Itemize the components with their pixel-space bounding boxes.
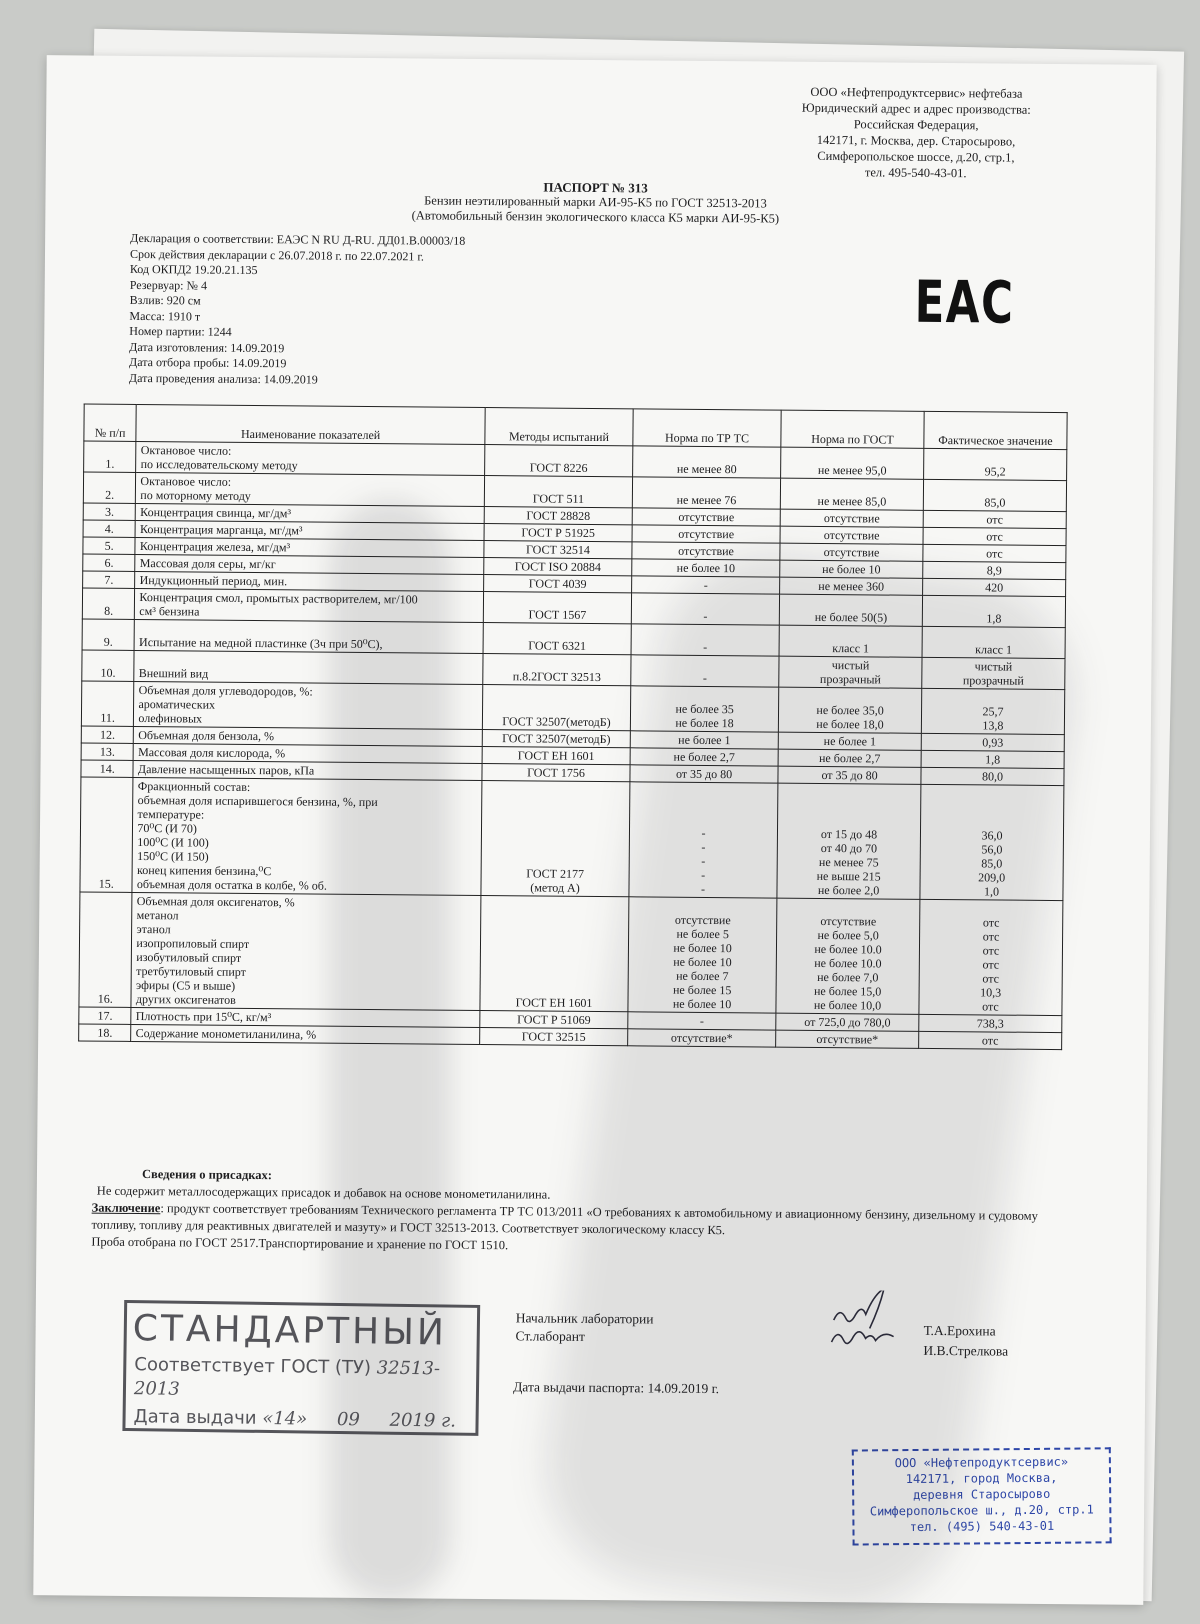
header-tr: Норма по ТР ТС xyxy=(633,409,781,447)
header-actual: Фактическое значение xyxy=(924,411,1067,449)
row-name-line: Объемная доля оксигенатов, % xyxy=(136,894,295,910)
company-header xyxy=(756,83,1077,182)
meta-mass: Масса: 1910 т xyxy=(129,308,201,324)
name-senior-lab: И.В.Стрелкова xyxy=(923,1342,1009,1359)
row-method xyxy=(481,781,630,897)
row-tr-norm-line: от 35 до 80 xyxy=(675,766,733,782)
row-actual xyxy=(924,448,1067,480)
row-tr-norm-line: не более 10 xyxy=(673,940,732,956)
row-tr-norm-line: отсутствие xyxy=(678,526,735,542)
row-actual-line: 80,0 xyxy=(981,769,1004,784)
row-name-line: 70⁰С (И 70) xyxy=(137,821,197,836)
meta-validity: Срок действия декларации с 26.07.2018 г. по 22.07.2021 г. xyxy=(129,246,424,263)
hand-shadow xyxy=(330,500,450,1600)
row-name-line: Содержание монометиланилина, % xyxy=(135,1025,317,1042)
row-name-line: Массовая доля кислорода, % xyxy=(138,745,286,761)
row-actual-line: отс xyxy=(986,512,1004,527)
row-number: 15. xyxy=(80,777,133,892)
row-tr-norm-line: не более 10 xyxy=(672,996,732,1012)
row-method-line: ГОСТ Р 51069 xyxy=(517,1012,591,1027)
row-actual-line: 1,8 xyxy=(986,611,1002,626)
row-name-line: ароматических xyxy=(138,697,216,712)
row-name-line: метанол xyxy=(136,908,179,923)
row-gost-norm-line: не менее 95,0 xyxy=(817,462,887,478)
sampling-text: Проба отобрана по ГОСТ 2517.Транспортирование и хранение по ГОСТ 1510. xyxy=(91,1234,509,1253)
meta-level: Взлив: 920 см xyxy=(129,292,201,308)
row-method xyxy=(483,654,631,686)
row-method xyxy=(482,685,630,731)
stamp-date-label: Дата выдачи xyxy=(133,1406,257,1429)
row-method xyxy=(484,541,632,559)
row-tr-norm-line: - xyxy=(703,608,708,623)
row-tr-norm-line: - xyxy=(699,1013,704,1028)
row-name-line: 100⁰С (И 100) xyxy=(137,835,209,850)
row-name-line: Октановое число: xyxy=(140,474,232,489)
row-name-line: третбутиловый спирт xyxy=(136,964,246,979)
stamp-date-day: «14» xyxy=(262,1407,308,1430)
row-gost-norm-line: не более 35,0 xyxy=(816,702,884,718)
row-actual-line: 738,3 xyxy=(976,1016,1004,1031)
row-name-line: по исследовательскому методу xyxy=(140,457,298,473)
row-tr-norm-line: отсутствие xyxy=(678,509,735,525)
row-gost-norm-line: не более 18,0 xyxy=(816,716,884,732)
row-gost-norm-line: не более 5,0 xyxy=(817,927,879,943)
row-tr-norm-line: - xyxy=(701,867,706,882)
row-actual-line: отс xyxy=(982,943,1000,958)
row-actual xyxy=(923,527,1066,545)
row-actual-line: 95,2 xyxy=(984,464,1006,479)
row-method xyxy=(484,524,632,542)
row-name-line: других оксигенатов xyxy=(135,992,236,1007)
row-method xyxy=(480,896,629,1012)
row-number: 12. xyxy=(81,726,134,743)
row-gost-norm-line: не менее 85,0 xyxy=(817,493,887,509)
row-tr-norm-line: не более 1 xyxy=(678,732,731,748)
row-actual-line: 0,93 xyxy=(982,735,1004,750)
row-method xyxy=(482,730,630,748)
row-tr-norm-line: не более 35 xyxy=(675,701,734,717)
header-gost: Норма по ГОСТ xyxy=(781,410,924,448)
row-number: 17. xyxy=(79,1007,132,1024)
row-actual-line: отс xyxy=(982,957,1000,972)
row-actual xyxy=(923,479,1066,511)
row-actual-line: 10,3 xyxy=(980,985,1002,1000)
row-name-line: Внешний вид xyxy=(138,666,209,681)
company-line: 142171, г. Москва, дер. Старосырово, xyxy=(816,132,1016,149)
row-actual xyxy=(923,544,1066,562)
row-number: 4. xyxy=(83,520,136,537)
row-method xyxy=(484,558,632,576)
row-number: 7. xyxy=(83,571,136,588)
row-gost-norm-line: не более 1 xyxy=(823,733,877,749)
row-tr-norm-line: - xyxy=(701,825,706,840)
company-stamp-line: тел. (495) 540-43-01 xyxy=(909,1518,1055,1535)
stamp-date-month: 09 xyxy=(336,1408,361,1431)
row-actual-line: отс xyxy=(982,929,1000,944)
row-actual-line: 56,0 xyxy=(981,842,1003,857)
row-method xyxy=(484,507,632,525)
row-name-line: эфиры (С5 и выше) xyxy=(136,978,236,993)
row-name-line: изопропиловый спирт xyxy=(136,936,250,951)
stamp-gost-value: 32513-2013 xyxy=(133,1357,441,1400)
row-number: 1. xyxy=(84,441,137,472)
row-name-line: 150⁰С (И 150) xyxy=(137,849,209,864)
row-tr-norm-line: не более 10 xyxy=(676,560,736,576)
title-product: Бензин неэтилированный марки АИ-95-К5 по ГОСТ 32513-2013 xyxy=(424,193,767,211)
row-method-line: ГОСТ 32507(методБ) xyxy=(502,714,611,730)
additives-heading: Сведения о присадках: xyxy=(141,1167,273,1183)
row-gost-norm-line: не более 10 xyxy=(822,561,881,577)
meta-declaration: Декларация о соответствии: ЕАЭС N RU Д-RU. ДД01.В.00003/18 xyxy=(130,230,466,248)
row-gost-norm-line: не более 7,0 xyxy=(817,969,879,985)
row-gost-norm xyxy=(780,478,923,510)
row-gost-norm-line: не более 10,0 xyxy=(813,997,882,1013)
row-actual-line: 209,0 xyxy=(978,870,1006,885)
row-gost-norm-line: не более 10.0 xyxy=(814,941,882,957)
row-number: 13. xyxy=(81,743,134,760)
meta-okpd: Код ОКПД2 19.20.21.135 xyxy=(129,261,258,278)
row-name-line: Плотность при 15⁰С, кг/м³ xyxy=(135,1009,272,1025)
row-actual-line: 1,0 xyxy=(983,884,1000,899)
row-gost-norm-line: не более 15,0 xyxy=(813,983,882,999)
company-stamp-line: деревня Старосырово xyxy=(912,1486,1051,1502)
meta-tank: Резервуар: № 4 xyxy=(129,277,208,293)
row-name-line: Октановое число: xyxy=(140,443,232,458)
row-name xyxy=(136,441,485,475)
row-gost-norm-line: не более 10.0 xyxy=(814,955,882,971)
row-method xyxy=(485,445,633,477)
row-actual-line: 8,9 xyxy=(986,563,1002,578)
row-name-line: олефиновых xyxy=(138,711,203,726)
stamp-gost-label: Соответствует ГОСТ (ТУ) xyxy=(134,1354,372,1379)
row-gost-norm-line: отсутствие xyxy=(823,544,880,560)
meta-sample-date: Дата отбора пробы: 14.09.2019 xyxy=(129,354,287,371)
row-tr-norm-line: - xyxy=(701,881,706,896)
additives-text: Не содержит металлосодержащих присадок и добавок на основе монометиланилина. xyxy=(96,1183,551,1202)
title-main: ПАСПОРТ № 313 xyxy=(543,179,648,196)
row-tr-norm-line: не более 5 xyxy=(676,926,729,942)
row-tr-norm-line: не менее 76 xyxy=(676,492,737,508)
meta-batch: Номер партии: 1244 xyxy=(129,323,232,339)
row-tr-norm xyxy=(633,446,781,478)
row-actual-line: отс xyxy=(986,546,1003,561)
row-gost-norm xyxy=(781,447,924,479)
name-head-lab: Т.А.Ерохина xyxy=(923,1322,996,1339)
row-tr-norm-line: не более 2,7 xyxy=(673,749,735,765)
row-actual-line: отс xyxy=(981,1033,999,1048)
row-number: 16. xyxy=(79,892,132,1007)
eac-mark: EAC xyxy=(914,267,1015,337)
row-actual-line: 13,8 xyxy=(982,718,1004,733)
row-number: 2. xyxy=(83,472,136,503)
header-method: Методы испытаний xyxy=(485,408,633,446)
row-number: 14. xyxy=(81,760,134,777)
row-number: 9. xyxy=(82,619,135,650)
row-tr-norm-line: отсутствие xyxy=(678,543,734,559)
company-line: Российская Федерация, xyxy=(853,117,979,133)
row-name-line: конец кипения бензина,⁰С xyxy=(137,863,272,879)
row-method xyxy=(483,623,631,655)
row-tr-norm-line: - xyxy=(702,670,707,685)
row-name-line: Испытание на медной пластинке (3ч при 50⁰С), xyxy=(138,635,383,652)
row-gost-norm-line: чистый xyxy=(831,658,870,673)
row-tr-norm-line: не более 15 xyxy=(672,982,732,998)
title-class: (Автомобильный бензин экологического класса К5 марки АИ-95-К5) xyxy=(411,208,780,226)
row-method-line: ГОСТ 1567 xyxy=(528,607,587,622)
row-tr-norm-line: - xyxy=(703,577,708,592)
row-gost-norm xyxy=(780,526,923,544)
row-number: 6. xyxy=(83,554,136,571)
row-number: 8. xyxy=(82,588,135,619)
row-tr-norm-line: отсутствие* xyxy=(670,1030,733,1046)
company-line: Симферопольское шоссе, д.20, стр.1, xyxy=(817,148,1015,165)
row-tr-norm-line: не менее 80 xyxy=(676,461,737,477)
row-method-line: ГОСТ 28828 xyxy=(526,508,591,523)
header-num: № п/п xyxy=(84,404,137,441)
row-gost-norm-line: не более 50(5) xyxy=(814,609,888,625)
row-actual-line: 25,7 xyxy=(982,704,1004,719)
row-name-line: Давление насыщенных паров, кПа xyxy=(137,762,315,778)
row-method xyxy=(484,575,632,593)
row-name-line: см³ бензина xyxy=(139,604,200,619)
meta-analysis-date: Дата проведения анализа: 14.09.2019 xyxy=(128,370,318,387)
row-gost-norm-line: от 35 до 80 xyxy=(821,767,878,783)
row-gost-norm-line: отсутствие xyxy=(823,510,880,526)
row-method-line: (метод А) xyxy=(530,880,580,895)
row-method xyxy=(483,592,631,624)
row-method-line: ГОСТ 4039 xyxy=(528,576,587,591)
row-actual-line: прозрачный xyxy=(962,673,1024,688)
stamp-date-year: 2019 г. xyxy=(389,1409,457,1432)
row-method-line: ГОСТ 32515 xyxy=(521,1029,586,1044)
row-gost-norm-line: не более 2,7 xyxy=(818,750,881,766)
row-method-line xyxy=(488,624,627,639)
row-actual-line: отс xyxy=(986,529,1003,544)
row-tr-norm-line: отсутствие xyxy=(674,912,731,928)
row-method-line: ГОСТ ЕН 1601 xyxy=(515,995,593,1010)
row-method xyxy=(482,764,630,782)
row-tr-norm xyxy=(632,508,780,526)
row-method-line: ГОСТ 2177 xyxy=(526,866,585,881)
role-senior-lab: Ст.лаборант xyxy=(515,1328,585,1344)
row-gost-norm-line: отсутствие* xyxy=(816,1031,879,1047)
row-name-line: Концентрация железа, мг/дм³ xyxy=(139,539,291,555)
row-tr-norm xyxy=(632,477,780,509)
row-gost-norm-line: не менее 360 xyxy=(818,578,885,594)
row-tr-norm-line: не более 10 xyxy=(673,954,732,970)
company-stamp-line: Симферопольское ш., д.20, стр.1 xyxy=(869,1502,1094,1519)
row-name-line: по моторному методу xyxy=(140,488,251,503)
company-line: тел. 495-540-43-01. xyxy=(864,165,967,181)
row-method-line: ГОСТ 6321 xyxy=(528,638,587,653)
row-name-line: объемная доля остатка в колбе, % об. xyxy=(136,877,328,893)
row-name-line: Концентрация марганца, мг/дм³ xyxy=(139,522,303,538)
row-name-line: Объемная доля углеводородов, %: xyxy=(138,683,313,699)
row-method-line: ГОСТ 32507(методБ) xyxy=(502,731,611,747)
row-gost-norm-line: от 725,0 до 780,0 xyxy=(804,1014,891,1030)
role-head-lab: Начальник лаборатории xyxy=(515,1310,654,1327)
row-actual-line: 36,0 xyxy=(981,828,1003,843)
header-name: Наименование показателей xyxy=(136,404,485,444)
row-method-line: ГОСТ ISO 20884 xyxy=(514,559,601,575)
row-actual-line: 85,0 xyxy=(984,495,1006,510)
company-line: ООО «Нефтепродуктсервис» нефтебаза xyxy=(810,84,1023,101)
row-actual-line: 420 xyxy=(985,580,1004,595)
meta-production-date: Дата изготовления: 14.09.2019 xyxy=(129,339,285,355)
row-name-line: Индукционный период, мин. xyxy=(139,573,288,589)
row-gost-norm-line: не выше 215 xyxy=(816,868,881,884)
row-tr-norm-line: не более 18 xyxy=(675,715,734,731)
row-number: 18. xyxy=(79,1024,132,1041)
row-tr-norm-line: - xyxy=(701,839,706,854)
row-name-line: объемная доля испарившегося бензина, %, при xyxy=(137,793,378,810)
row-method-line: ГОСТ 1756 xyxy=(527,765,585,780)
row-gost-norm xyxy=(780,509,923,527)
row-name xyxy=(136,472,485,506)
row-number: 5. xyxy=(83,537,136,554)
row-gost-norm-line: класс 1 xyxy=(832,641,870,656)
row-method-line: ГОСТ ЕН 1601 xyxy=(517,748,595,763)
row-method-line: ГОСТ 32514 xyxy=(526,542,590,557)
row-name-line: Объемная доля бензола, % xyxy=(138,728,275,744)
row-method-line: ГОСТ 8226 xyxy=(529,460,588,475)
row-number: 11. xyxy=(81,681,134,726)
row-name-line: Концентрация свинца, мг/дм³ xyxy=(140,505,292,521)
row-actual-line: отс xyxy=(982,971,1000,986)
row-method-line: п.8.2ГОСТ 32513 xyxy=(512,669,602,685)
issue-date: Дата выдачи паспорта: 14.09.2019 г. xyxy=(513,1379,720,1397)
row-tr-norm-line: - xyxy=(703,639,708,654)
row-gost-norm-line: отсутствие xyxy=(823,527,880,543)
row-actual-line: класс 1 xyxy=(975,642,1013,657)
row-gost-norm-line: от 15 до 48 xyxy=(820,826,878,842)
company-stamp-line: 142171, город Москва, xyxy=(905,1470,1058,1487)
company-stamp-line: ООО «Нефтепродуктсервис» xyxy=(894,1454,1069,1471)
stamp-title: СТАНДАРТНЫЙ xyxy=(132,1308,448,1354)
row-name-line: Массовая доля серы, мг/кг xyxy=(139,556,276,572)
row-gost-norm-line: от 40 до 70 xyxy=(820,840,878,856)
row-actual-line: 1,8 xyxy=(985,752,1001,767)
row-method-line: ГОСТ 511 xyxy=(532,491,585,506)
row-name-line: Концентрация смол, промытых растворителем, мг/100 xyxy=(139,590,418,607)
passport-title xyxy=(345,178,845,227)
row-gost-norm-line: не более 2,0 xyxy=(817,882,880,898)
meta-block xyxy=(129,231,650,391)
row-tr-norm-line: - xyxy=(701,853,706,868)
row-number: 10. xyxy=(82,650,135,681)
conclusion-text: : продукт соответствует требованиям Технического регламента ТР ТС 013/2011 «О требованиях к автомобильному и авиационному бензину, дизельному и судовому топливу, топливу для реактивных двигателей и мазуту» и ГОСТ 32513-2013. Соответствует экологическому классу К5. xyxy=(91,1201,1038,1238)
company-line: Юридический адрес и адрес производства: xyxy=(801,100,1031,117)
conclusion-label: Заключение xyxy=(91,1200,161,1216)
row-actual-line: отс xyxy=(982,999,999,1014)
row-name-line: температуре: xyxy=(137,807,205,822)
row-actual xyxy=(923,510,1066,528)
row-tr-norm-line: не более 7 xyxy=(676,968,729,984)
row-actual-line: чистый xyxy=(974,659,1013,674)
row-actual-line: 85,0 xyxy=(981,856,1003,871)
row-gost-norm-line: прозрачный xyxy=(819,671,881,687)
row-name-line: этанол xyxy=(136,922,171,937)
row-actual-line: отс xyxy=(982,915,1000,930)
row-gost-norm-line: не менее 75 xyxy=(818,854,879,870)
row-name-line: Фракционный состав: xyxy=(137,779,251,794)
row-method xyxy=(484,476,632,508)
row-number: 3. xyxy=(83,503,136,520)
row-tr-norm xyxy=(632,525,780,543)
row-method xyxy=(482,747,630,765)
row-method-line: ГОСТ Р 51925 xyxy=(521,525,595,540)
row-name-line: изобутиловый спирт xyxy=(136,950,242,965)
row-gost-norm-line: отсутствие xyxy=(820,913,877,929)
